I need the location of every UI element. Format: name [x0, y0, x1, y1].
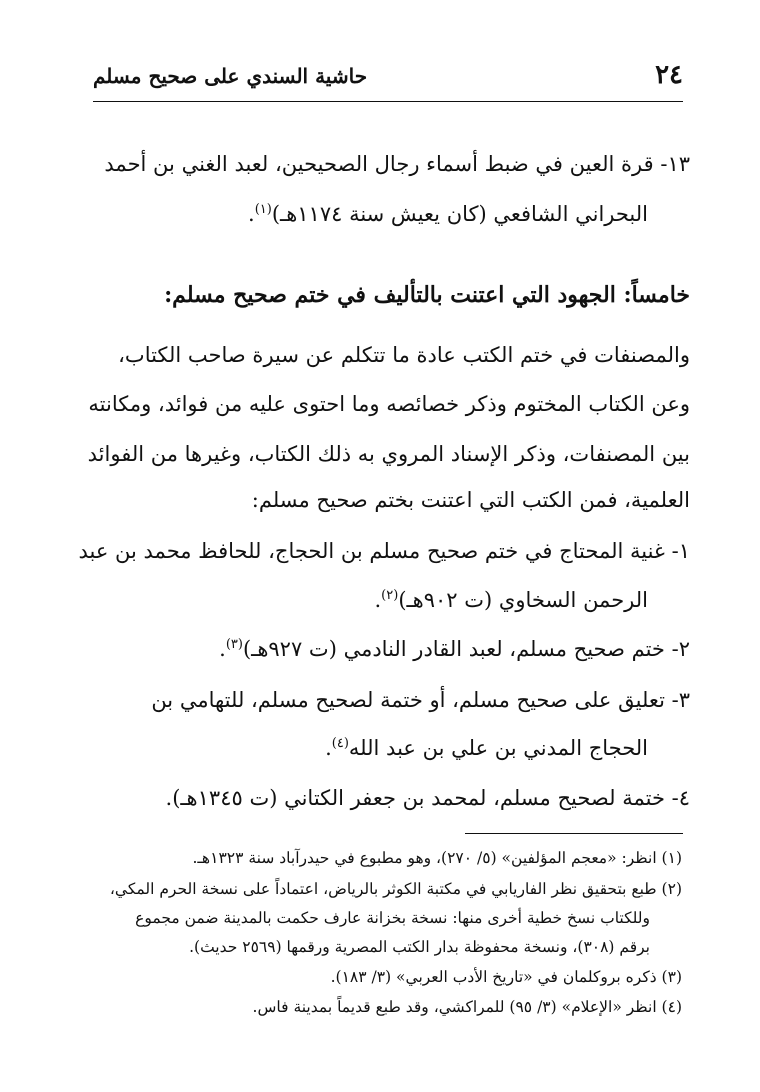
paragraph-line-1: والمصنفات في ختم الكتب عادة ما تتكلم عن سيرة صاحب الكتاب، — [118, 343, 690, 367]
paragraph-line-4: العلمية، فمن الكتب التي اعتنت بختم صحيح مسلم: — [251, 488, 690, 512]
footnote-3: (٣) ذكره بروكلمان في «تاريخ الأدب العربي» (٣/ ١٨٣). — [330, 968, 682, 986]
list-item-1-number: ١- — [671, 539, 690, 563]
list-item-3-text-cont: الحجاج المدني بن علي بن عبد الله — [348, 736, 648, 760]
section-heading: خامساً: الجهود التي اعتنت بالتأليف في ختم صحيح مسلم: — [164, 282, 690, 308]
list-item-2-text: ختم صحيح مسلم، لعبد القادر النادمي (ت ٩٢٧هـ) — [242, 637, 665, 661]
item-13-line-2 — [248, 204, 648, 225]
footnote-2-cont-2: برقم (٣٠٨)، ونسخة محفوظة بدار الكتب المصرية ورقمها (٢٥٦٩ حديث). — [189, 938, 650, 956]
list-item-2-number: ٢- — [671, 637, 690, 661]
page-header — [93, 58, 683, 98]
footnote-ref-1: (١) — [254, 202, 272, 217]
list-item-4-number: ٤- — [671, 786, 690, 810]
list-item-3-text: تعليق على صحيح مسلم، أو ختمة لصحيح مسلم، للتهامي بن — [151, 688, 665, 712]
header-rule — [93, 101, 683, 102]
footnote-4: (٤) انظر «الإعلام» (٣/ ٩٥) للمراكشي، وقد طبع قديماً بمدينة فاس. — [252, 998, 682, 1016]
footnote-ref-4: (٤) — [331, 736, 349, 751]
list-item-1-text: غنية المحتاج في ختم صحيح مسلم بن الحجاج، للحافظ محمد بن عبد — [78, 539, 665, 563]
list-item-1-line-2 — [374, 590, 648, 611]
footnote-2: (٢) طبع بتحقيق نظر الفاريابي في مكتبة الكوثر بالرياض، اعتماداً على نسخة الحرم المكي، — [109, 880, 682, 898]
list-item-1-text-cont: الرحمن السخاوي (ت ٩٠٢هـ) — [398, 588, 648, 612]
list-item-3-line-2 — [325, 738, 648, 759]
footnote-ref-2: (٢) — [381, 588, 399, 603]
list-item-1-period: . — [374, 588, 382, 612]
list-item-2-period: . — [219, 637, 226, 661]
item-13-period: . — [248, 202, 255, 226]
paragraph-line-2: وعن الكتاب المختوم وذكر خصائصه وما احتوى عليه من فوائد، ومكانته — [88, 392, 690, 416]
page-number: ٢٤ — [655, 60, 683, 90]
list-item-4-line-1 — [166, 788, 690, 809]
item-13-text: قرة العين في ضبط أسماء رجال الصحيحين، لعبد الغني بن أحمد — [104, 152, 654, 176]
list-item-1-line-1 — [78, 541, 690, 562]
item-13-number: ١٣- — [660, 152, 690, 176]
list-item-3-line-1 — [151, 690, 690, 711]
list-item-4-text: ختمة لصحيح مسلم، لمحمد بن جعفر الكتاني (ت ١٣٤٥هـ). — [165, 786, 665, 810]
list-item-3-number: ٣- — [671, 688, 690, 712]
item-13-text-cont: البحراني الشافعي (كان يعيش سنة ١١٧٤هـ) — [271, 202, 648, 226]
footnote-1: (١) انظر: «معجم المؤلفين» (٥/ ٢٧٠)، وهو مطبوع في حيدرآباد سنة ١٣٢٣هـ. — [192, 849, 682, 867]
running-title: حاشية السندي على صحيح مسلم — [93, 64, 368, 88]
footnote-2-cont-1: وللكتاب نسخ خطية أخرى منها: نسخة بخزانة عارف حكمت بالمدينة ضمن مجموع — [135, 909, 650, 927]
list-item-3-period: . — [325, 736, 332, 760]
item-13-line-1 — [104, 154, 690, 175]
list-item-2-line-1 — [219, 639, 690, 660]
paragraph-line-3: بين المصنفات، وذكر الإسناد المروي به ذلك الكتاب، وغيرها من الفوائد — [87, 442, 690, 466]
footnote-ref-3: (٣) — [225, 637, 243, 652]
footnote-rule — [465, 833, 683, 834]
